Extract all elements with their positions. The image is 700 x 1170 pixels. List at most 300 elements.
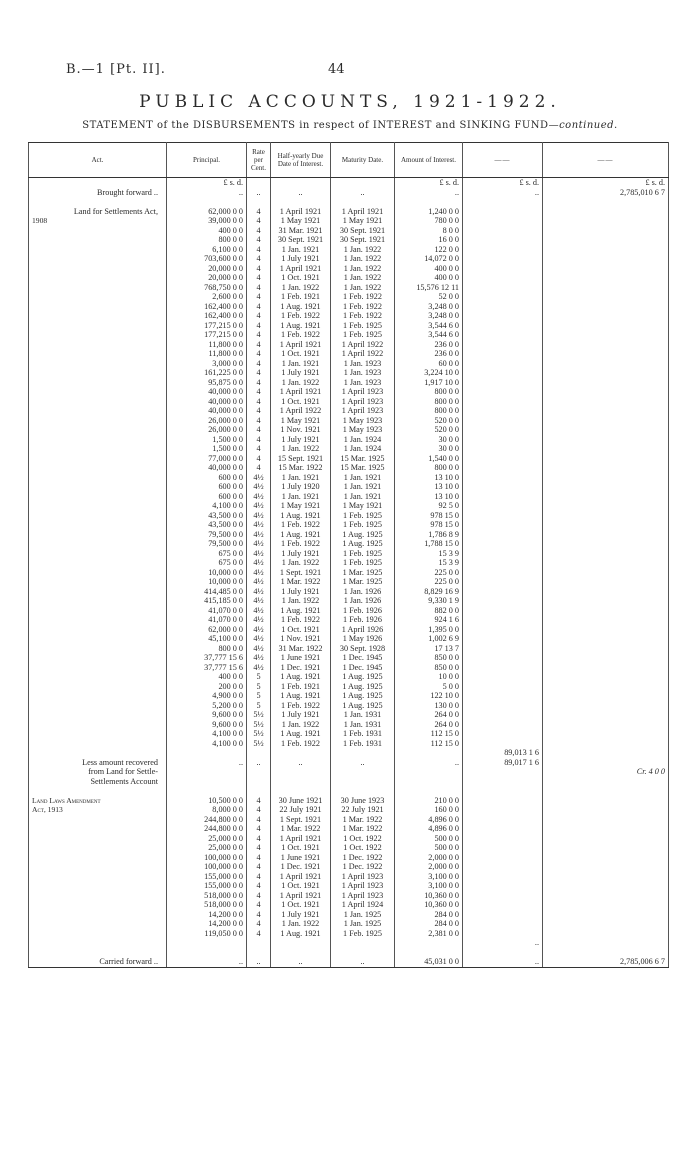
cell-due-date	[271, 197, 331, 207]
cell-principal: 600 0 0	[167, 492, 247, 502]
cell-rate: 4	[247, 378, 271, 388]
cell-rate	[247, 178, 271, 188]
cell-total	[543, 416, 669, 426]
cell-maturity: 1 Feb. 1925	[331, 558, 395, 568]
cell-act: Land Laws Amendment	[29, 796, 167, 806]
cell-principal: 400 0 0	[167, 672, 247, 682]
cell-principal: 400 0 0	[167, 226, 247, 236]
cell-amount: 52 0 0	[395, 292, 463, 302]
cell-due-date: 1 July 1921	[271, 549, 331, 559]
table-row	[29, 207, 669, 217]
cell-total	[543, 501, 669, 511]
table-row	[29, 729, 669, 739]
cell-rate: 5	[247, 682, 271, 692]
cell-principal: 6,100 0 0	[167, 245, 247, 255]
table-row	[29, 653, 669, 663]
cell-total	[543, 815, 669, 825]
cell-total	[543, 796, 669, 806]
cell-principal: 4,100 0 0	[167, 729, 247, 739]
cell-subtotal	[463, 672, 543, 682]
cell-subtotal	[463, 853, 543, 863]
cell-rate: 4	[247, 425, 271, 435]
table-body	[29, 178, 669, 968]
cell-total	[543, 444, 669, 454]
cell-rate: 4½	[247, 625, 271, 635]
cell-maturity: 1 Jan. 1922	[331, 283, 395, 293]
cell-total	[543, 596, 669, 606]
cell-maturity	[331, 767, 395, 777]
cell-act	[29, 473, 167, 483]
cell-rate	[247, 948, 271, 958]
cell-maturity: 1 Feb. 1931	[331, 739, 395, 749]
cell-rate: 4	[247, 216, 271, 226]
cell-due-date: 1 May 1921	[271, 501, 331, 511]
cell-subtotal: ..	[463, 957, 543, 967]
cell-total	[543, 577, 669, 587]
cell-subtotal	[463, 596, 543, 606]
table-row	[29, 587, 669, 597]
cell-amount: 1,540 0 0	[395, 454, 463, 464]
cell-subtotal: ..	[463, 188, 543, 198]
cell-maturity: 1 April 1923	[331, 891, 395, 901]
cell-rate: 4	[247, 226, 271, 236]
cell-maturity: 1 Jan. 1923	[331, 368, 395, 378]
cell-rate: 5	[247, 691, 271, 701]
cell-act	[29, 245, 167, 255]
cell-total	[543, 701, 669, 711]
cell-rate: 4	[247, 900, 271, 910]
cell-due-date: 1 April 1921	[271, 340, 331, 350]
cell-due-date: 1 July 1921	[271, 587, 331, 597]
cell-due-date: 1 Feb. 1922	[271, 615, 331, 625]
cell-due-date	[271, 767, 331, 777]
cell-due-date: 1 July 1921	[271, 368, 331, 378]
cell-amount: 1,788 15 0	[395, 539, 463, 549]
cell-maturity: 1 May 1923	[331, 425, 395, 435]
cell-rate: 4	[247, 406, 271, 416]
cell-subtotal	[463, 710, 543, 720]
cell-principal: 40,000 0 0	[167, 406, 247, 416]
cell-amount: 3,224 10 0	[395, 368, 463, 378]
cell-rate	[247, 197, 271, 207]
cell-amount: 780 0 0	[395, 216, 463, 226]
cell-total	[543, 558, 669, 568]
cell-total	[543, 539, 669, 549]
cell-act	[29, 653, 167, 663]
cell-maturity: 1 Feb. 1925	[331, 929, 395, 939]
cell-amount	[395, 197, 463, 207]
cell-rate: 4½	[247, 482, 271, 492]
cell-amount: 400 0 0	[395, 264, 463, 274]
cell-due-date: 1 Jan. 1921	[271, 492, 331, 502]
cell-maturity: 1 April 1922	[331, 349, 395, 359]
cell-act	[29, 387, 167, 397]
cell-due-date: 1 Jan. 1922	[271, 283, 331, 293]
table-row	[29, 378, 669, 388]
cell-act	[29, 910, 167, 920]
cell-rate: 4½	[247, 615, 271, 625]
cell-maturity: 1 Aug. 1925	[331, 682, 395, 692]
cell-due-date: 1 Aug. 1921	[271, 672, 331, 682]
cell-total	[543, 321, 669, 331]
cell-act	[29, 824, 167, 834]
cell-subtotal	[463, 549, 543, 559]
cell-principal: 414,485 0 0	[167, 587, 247, 597]
cell-principal: 40,000 0 0	[167, 397, 247, 407]
cell-rate: 4½	[247, 596, 271, 606]
cell-subtotal	[463, 691, 543, 701]
cell-act: Brought forward ..	[29, 188, 167, 198]
cell-rate: 4½	[247, 549, 271, 559]
cell-due-date: 1 April 1921	[271, 264, 331, 274]
cell-amount: 850 0 0	[395, 653, 463, 663]
cell-due-date: 1 Jan. 1922	[271, 596, 331, 606]
cell-due-date: 1 July 1920	[271, 482, 331, 492]
col-header-rate: Rate per Cent.	[247, 143, 271, 178]
cell-subtotal	[463, 767, 543, 777]
cell-subtotal	[463, 739, 543, 749]
table-row	[29, 463, 669, 473]
table-row	[29, 663, 669, 673]
cell-due-date: 1 April 1921	[271, 207, 331, 217]
table-row	[29, 758, 669, 768]
cell-rate: 4	[247, 824, 271, 834]
cell-due-date: 1 July 1921	[271, 435, 331, 445]
cell-rate: 4	[247, 264, 271, 274]
cell-maturity: 1 Jan. 1922	[331, 245, 395, 255]
cell-act	[29, 549, 167, 559]
cell-total	[543, 644, 669, 654]
cell-principal: 8,000 0 0	[167, 805, 247, 815]
cell-principal: 14,200 0 0	[167, 910, 247, 920]
cell-rate: 4	[247, 254, 271, 264]
cell-act: 1908	[29, 216, 167, 226]
cell-total	[543, 710, 669, 720]
table-row	[29, 938, 669, 948]
cell-act	[29, 292, 167, 302]
cell-amount: 4,896 0 0	[395, 824, 463, 834]
table-row	[29, 273, 669, 283]
cell-due-date: 1 Sept. 1921	[271, 815, 331, 825]
cell-rate: 4	[247, 853, 271, 863]
interest-table	[28, 142, 669, 968]
cell-act: Settlements Account	[29, 777, 167, 787]
cell-act	[29, 311, 167, 321]
cell-amount	[395, 938, 463, 948]
cell-principal: 79,500 0 0	[167, 530, 247, 540]
cell-principal: 177,215 0 0	[167, 321, 247, 331]
cell-maturity: 1 Jan. 1924	[331, 435, 395, 445]
cell-total	[543, 739, 669, 749]
cell-amount: 17 13 7	[395, 644, 463, 654]
cell-total	[543, 929, 669, 939]
statement-subtitle	[0, 120, 700, 131]
cell-principal: 244,800 0 0	[167, 824, 247, 834]
cell-total	[543, 881, 669, 891]
cell-due-date	[271, 948, 331, 958]
cell-rate	[247, 777, 271, 787]
cell-principal: 62,000 0 0	[167, 625, 247, 635]
cell-maturity: 1 Jan. 1931	[331, 710, 395, 720]
cell-principal: 3,000 0 0	[167, 359, 247, 369]
table-row	[29, 767, 669, 777]
cell-act	[29, 606, 167, 616]
cell-amount: 60 0 0	[395, 359, 463, 369]
cell-principal: 11,800 0 0	[167, 349, 247, 359]
cell-rate: 4½	[247, 587, 271, 597]
cell-maturity: 1 Dec. 1922	[331, 853, 395, 863]
cell-maturity: 1 Jan. 1921	[331, 473, 395, 483]
cell-amount: 122 0 0	[395, 245, 463, 255]
cell-principal: 9,600 0 0	[167, 720, 247, 730]
cell-principal	[167, 786, 247, 796]
cell-subtotal: 89,017 1 6	[463, 758, 543, 768]
cell-amount	[395, 767, 463, 777]
cell-act	[29, 378, 167, 388]
cell-maturity: ..	[331, 758, 395, 768]
cell-maturity: 30 Sept. 1921	[331, 235, 395, 245]
table-row	[29, 910, 669, 920]
cell-amount: 30 0 0	[395, 435, 463, 445]
cell-principal: 62,000 0 0	[167, 207, 247, 217]
cell-amount: 882 0 0	[395, 606, 463, 616]
table-row	[29, 359, 669, 369]
table-row	[29, 482, 669, 492]
cell-act	[29, 929, 167, 939]
cell-maturity	[331, 938, 395, 948]
cell-principal: 675 0 0	[167, 558, 247, 568]
cell-amount: 284 0 0	[395, 910, 463, 920]
cell-total	[543, 425, 669, 435]
cell-total	[543, 615, 669, 625]
cell-amount: 800 0 0	[395, 406, 463, 416]
cell-rate: 4½	[247, 663, 271, 673]
cell-subtotal	[463, 444, 543, 454]
cell-rate: 4	[247, 397, 271, 407]
table-row	[29, 539, 669, 549]
cell-act	[29, 235, 167, 245]
cell-total	[543, 359, 669, 369]
cell-principal: 4,100 0 0	[167, 501, 247, 511]
cell-principal: 518,000 0 0	[167, 900, 247, 910]
cell-maturity: 30 Sept. 1921	[331, 226, 395, 236]
cell-principal: 95,875 0 0	[167, 378, 247, 388]
cell-maturity: 1 Feb. 1925	[331, 520, 395, 530]
table-row	[29, 805, 669, 815]
cell-maturity: 1 Jan. 1925	[331, 910, 395, 920]
cell-subtotal	[463, 311, 543, 321]
cell-subtotal	[463, 805, 543, 815]
cell-total	[543, 748, 669, 758]
cell-total	[543, 273, 669, 283]
cell-amount: 2,381 0 0	[395, 929, 463, 939]
cell-maturity: 1 Mar. 1925	[331, 577, 395, 587]
table-row	[29, 254, 669, 264]
cell-rate: ..	[247, 188, 271, 198]
cell-act	[29, 568, 167, 578]
cell-maturity: 1 Jan. 1924	[331, 444, 395, 454]
cell-principal: 45,100 0 0	[167, 634, 247, 644]
cell-amount: ..	[395, 758, 463, 768]
col-header-blank-2: ——	[543, 143, 669, 178]
cell-total	[543, 511, 669, 521]
cell-amount: 500 0 0	[395, 843, 463, 853]
cell-total	[543, 435, 669, 445]
cell-rate: 4	[247, 454, 271, 464]
table-row	[29, 682, 669, 692]
cell-total	[543, 482, 669, 492]
cell-subtotal	[463, 492, 543, 502]
cell-rate: 4	[247, 834, 271, 844]
cell-subtotal	[463, 197, 543, 207]
cell-amount: 13 10 0	[395, 473, 463, 483]
table-row	[29, 520, 669, 530]
table-row	[29, 596, 669, 606]
cell-due-date: 1 Aug. 1921	[271, 729, 331, 739]
cell-total: 2,785,010 6 7	[543, 188, 669, 198]
cell-rate: 4	[247, 283, 271, 293]
table-row	[29, 853, 669, 863]
cell-rate: 4½	[247, 577, 271, 587]
cell-principal: 26,000 0 0	[167, 425, 247, 435]
cell-maturity: 1 Feb. 1926	[331, 615, 395, 625]
col-header-act: Act.	[29, 143, 167, 178]
cell-due-date: ..	[271, 188, 331, 198]
cell-due-date: ..	[271, 957, 331, 967]
cell-total	[543, 226, 669, 236]
cell-due-date: 1 Aug. 1921	[271, 511, 331, 521]
table-row	[29, 549, 669, 559]
cell-total	[543, 197, 669, 207]
cell-total	[543, 492, 669, 502]
cell-amount: 520 0 0	[395, 416, 463, 426]
cell-rate: 4	[247, 435, 271, 445]
cell-act	[29, 349, 167, 359]
cell-subtotal	[463, 644, 543, 654]
cell-principal: 20,000 0 0	[167, 273, 247, 283]
cell-act	[29, 273, 167, 283]
cell-subtotal	[463, 729, 543, 739]
cell-maturity: 1 May 1923	[331, 416, 395, 426]
cell-principal	[167, 777, 247, 787]
cell-due-date: 1 April 1921	[271, 891, 331, 901]
cell-principal: 14,200 0 0	[167, 919, 247, 929]
cell-principal: 675 0 0	[167, 549, 247, 559]
table-row	[29, 292, 669, 302]
cell-subtotal	[463, 473, 543, 483]
cell-total	[543, 520, 669, 530]
cell-act	[29, 634, 167, 644]
cell-amount	[395, 786, 463, 796]
cell-total	[543, 340, 669, 350]
table-row	[29, 948, 669, 958]
cell-amount: 15 3 9	[395, 549, 463, 559]
cell-total	[543, 530, 669, 540]
cell-act	[29, 530, 167, 540]
cell-subtotal	[463, 254, 543, 264]
table-row	[29, 615, 669, 625]
cell-total	[543, 397, 669, 407]
cell-subtotal	[463, 843, 543, 853]
cell-maturity	[331, 197, 395, 207]
cell-principal	[167, 948, 247, 958]
cell-total	[543, 805, 669, 815]
cell-total: 2,785,006 6 7	[543, 957, 669, 967]
cell-principal: ..	[167, 188, 247, 198]
cell-principal: 10,000 0 0	[167, 568, 247, 578]
cell-total	[543, 872, 669, 882]
table-row	[29, 919, 669, 929]
cell-rate: 4	[247, 359, 271, 369]
cell-due-date: 30 Sept. 1921	[271, 235, 331, 245]
cell-total	[543, 682, 669, 692]
cell-total	[543, 302, 669, 312]
cell-due-date: 1 Jan. 1922	[271, 558, 331, 568]
table-row	[29, 425, 669, 435]
cell-maturity: 1 Feb. 1931	[331, 729, 395, 739]
cell-subtotal	[463, 511, 543, 521]
cell-amount: 236 0 0	[395, 349, 463, 359]
cell-rate: 4½	[247, 511, 271, 521]
cell-act	[29, 881, 167, 891]
table-row	[29, 340, 669, 350]
cell-rate: 4	[247, 330, 271, 340]
cell-maturity: ..	[331, 188, 395, 198]
cell-total	[543, 910, 669, 920]
cell-principal: 4,100 0 0	[167, 739, 247, 749]
cell-total	[543, 729, 669, 739]
cell-act	[29, 321, 167, 331]
cell-due-date: 31 Mar. 1922	[271, 644, 331, 654]
cell-amount: 978 15 0	[395, 520, 463, 530]
cell-due-date: 1 Oct. 1921	[271, 349, 331, 359]
cell-maturity: 1 Aug. 1925	[331, 539, 395, 549]
table-row	[29, 606, 669, 616]
cell-principal: 39,000 0 0	[167, 216, 247, 226]
table-row	[29, 302, 669, 312]
cell-principal: 9,600 0 0	[167, 710, 247, 720]
cell-subtotal	[463, 416, 543, 426]
cell-due-date: 1 April 1921	[271, 387, 331, 397]
cell-due-date: 1 April 1921	[271, 872, 331, 882]
cell-total	[543, 406, 669, 416]
cell-amount: 1,002 6 9	[395, 634, 463, 644]
cell-maturity: 1 Feb. 1925	[331, 330, 395, 340]
cell-subtotal	[463, 435, 543, 445]
cell-total	[543, 235, 669, 245]
cell-rate: 4½	[247, 539, 271, 549]
cell-amount: 3,248 0 0	[395, 311, 463, 321]
cell-due-date: 1 Aug. 1921	[271, 691, 331, 701]
table-row	[29, 577, 669, 587]
cell-total	[543, 900, 669, 910]
cell-act: Act, 1913	[29, 805, 167, 815]
cell-maturity: 1 Feb. 1922	[331, 292, 395, 302]
cell-principal: 40,000 0 0	[167, 387, 247, 397]
cell-maturity: 1 Jan. 1922	[331, 254, 395, 264]
cell-subtotal	[463, 397, 543, 407]
cell-principal: 25,000 0 0	[167, 843, 247, 853]
cell-act	[29, 720, 167, 730]
cell-maturity	[331, 178, 395, 188]
cell-due-date: 1 Mar. 1922	[271, 577, 331, 587]
cell-subtotal	[463, 891, 543, 901]
cell-due-date	[271, 786, 331, 796]
cell-principal: ..	[167, 758, 247, 768]
cell-act	[29, 178, 167, 188]
cell-total	[543, 454, 669, 464]
cell-act	[29, 862, 167, 872]
